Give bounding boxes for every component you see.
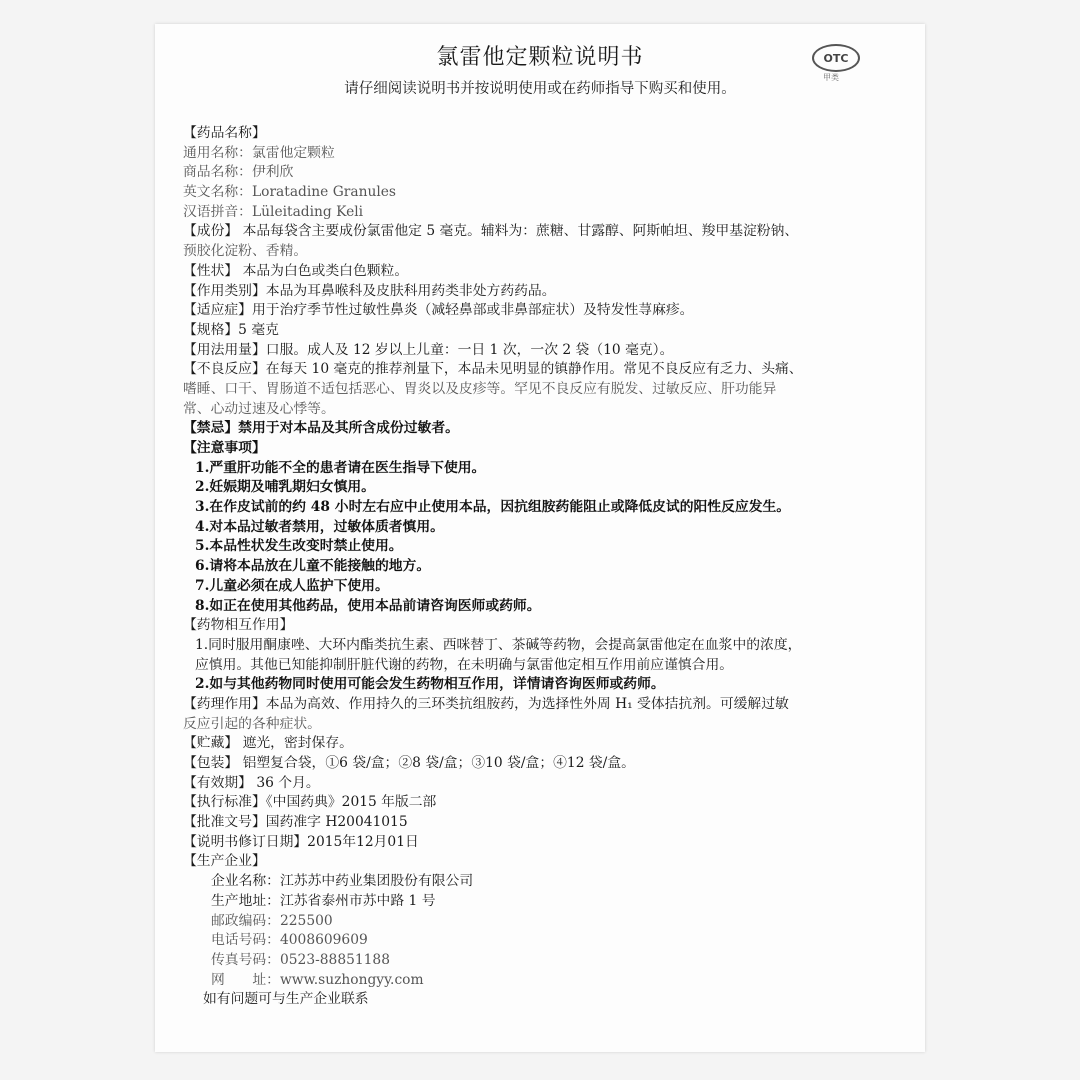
text-line: 2.妊娠期及哺乳期妇女慎用。 [195, 479, 375, 496]
text-line: 预胶化淀粉、香精。 [183, 243, 308, 260]
text-line: 【批准文号】国药准字 H20041015 [183, 814, 408, 831]
text-line: 常、心动过速及心悸等。 [183, 400, 335, 417]
text-line: 【性状】 本品为白色或类白色颗粒。 [183, 262, 409, 279]
text-line: 2.如与其他药物同时使用可能会发生药物相互作用，详情请咨询医师或药师。 [195, 676, 665, 693]
leaflet-body [183, 124, 913, 1010]
text-line: 商品名称：伊利欣 [183, 164, 294, 181]
text-line: 【成份】 本品每袋含主要成份氯雷他定 5 毫克。辅料为：蔗糖、甘露醇、阿斯帕坦、羧甲基淀粉钠、 [183, 223, 799, 240]
text-line: 1.严重肝功能不全的患者请在医生指导下使用。 [195, 459, 486, 476]
text-line: 反应引起的各种症状。 [183, 715, 321, 732]
text-line: 电话号码：4008609609 [211, 932, 368, 949]
text-line: 【作用类别】本品为耳鼻喉科及皮肤科用药类非处方药药品。 [183, 282, 556, 299]
text-line: 应慎用。其他已知能抑制肝脏代谢的药物，在未明确与氯雷他定相互作用前应谨慎合用。 [195, 656, 734, 673]
text-line: 邮政编码：225500 [211, 912, 333, 929]
otc-category-label: 甲类 [823, 73, 839, 82]
text-line: 5.本品性状发生改变时禁止使用。 [195, 538, 403, 555]
text-line: 【药品名称】 [183, 125, 266, 141]
text-line: 【药物相互作用】 [183, 617, 294, 634]
text-line: 6.请将本品放在儿童不能接触的地方。 [195, 558, 431, 575]
text-line: 通用名称：氯雷他定颗粒 [183, 144, 335, 161]
text-line: 【用法用量】口服。成人及 12 岁以上儿童：一日 1 次，一次 2 袋（10 毫克）。 [183, 341, 674, 358]
text-line: 【执行标准】《中国药典》2015 年版二部 [183, 794, 437, 811]
text-line: 4.对本品过敏者禁用，过敏体质者慎用。 [195, 518, 444, 535]
text-line: 如有问题可与生产企业联系 [203, 991, 369, 1008]
text-line: 【规格】5 毫克 [183, 321, 279, 338]
text-line: 传真号码：0523-88851188 [211, 951, 390, 968]
text-line: 8.如正在使用其他药品，使用本品前请咨询医师或药师。 [195, 597, 541, 614]
otc-badge-icon: OTC [812, 44, 860, 72]
text-line: 【药理作用】本品为高效、作用持久的三环类抗组胺药，为选择性外周 H₁ 受体拮抗剂。可缓解过敏 [183, 695, 789, 712]
text-line: 【包装】 铝塑复合袋，①6 袋/盒；②8 袋/盒；③10 袋/盒；④12 袋/盒。 [183, 755, 635, 771]
document-subtitle: 请仔细阅读说明书并按说明使用或在药师指导下购买和使用。 [344, 81, 736, 97]
text-line: 汉语拼音：Lüleitading Keli [183, 203, 364, 220]
text-line: 7.儿童必须在成人监护下使用。 [195, 577, 389, 594]
text-line: 1.同时服用酮康唑、大环内酯类抗生素、西咪替丁、茶碱等药物，会提高氯雷他定在血浆中的浓度， [195, 636, 802, 653]
text-line: 【贮藏】 遮光，密封保存。 [183, 735, 353, 752]
text-line: 【适应症】用于治疗季节性过敏性鼻炎（减轻鼻部或非鼻部症状）及特发性荨麻疹。 [183, 302, 694, 319]
text-line: 【注意事项】 [183, 440, 266, 456]
text-line: 网 址：www.suzhongyy.com [211, 971, 424, 988]
text-line: 【禁忌】禁用于对本品及其所含成份过敏者。 [183, 420, 459, 437]
text-line: 嗜睡、口干、胃肠道不适包括恶心、胃炎以及皮疹等。罕见不良反应有脱发、过敏反应、肝功能异 [183, 380, 777, 397]
text-line: 3.在作皮试前的约 48 小时左右应中止使用本品，因抗组胺药能阻止或降低皮试的阳性反应发生。 [195, 499, 791, 516]
text-line: 【不良反应】在每天 10 毫克的推荐剂量下，本品未见明显的镇静作用。常见不良反应有乏力、头痛、 [183, 361, 803, 378]
text-line: 【生产企业】 [183, 853, 266, 870]
text-line: 英文名称：Loratadine Granules [183, 184, 396, 201]
text-line: 【有效期】 36 个月。 [183, 774, 320, 791]
document-title: 氯雷他定颗粒说明书 [436, 45, 644, 70]
text-line: 【说明书修订日期】2015年12月01日 [183, 833, 419, 850]
leaflet-sheet [155, 24, 925, 1052]
text-line: 企业名称：江苏苏中药业集团股份有限公司 [211, 873, 474, 890]
text-line: 生产地址：江苏省泰州市苏中路 1 号 [211, 892, 436, 909]
